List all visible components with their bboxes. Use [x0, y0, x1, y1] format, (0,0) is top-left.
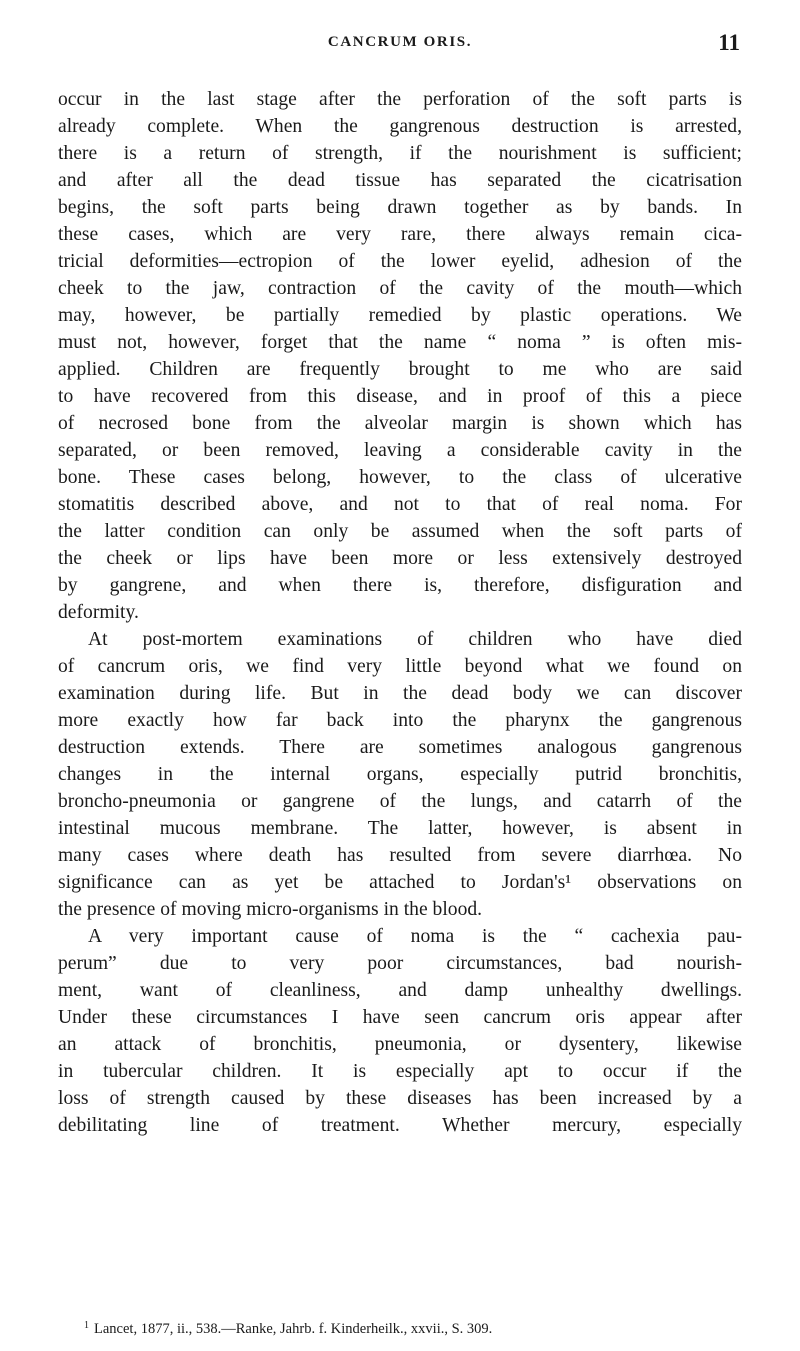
text-line: by gangrene, and when there is, therefore, disfiguration and: [58, 575, 742, 596]
text-line: At post-mortem examinations of children who have died: [88, 629, 742, 650]
text-line: A very important cause of noma is the “ cachexia pau-: [88, 926, 742, 947]
text-line: changes in the internal organs, especially putrid bronchitis,: [58, 764, 742, 785]
text-line: debilitating line of treatment. Whether mercury, especially: [58, 1115, 742, 1136]
text-line: occur in the last stage after the perforation of the soft parts is: [58, 89, 742, 110]
text-line: intestinal mucous membrane. The latter, however, is absent in: [58, 818, 742, 839]
text-line: in tubercular children. It is especially apt to occur if the: [58, 1061, 742, 1082]
text-line: separated, or been removed, leaving a considerable cavity in the: [58, 440, 742, 461]
text-line: bone. These cases belong, however, to the class of ulcerative: [58, 467, 742, 488]
text-line: stomatitis described above, and not to that of real noma. For: [58, 494, 742, 515]
text-line: there is a return of strength, if the nourishment is sufficient;: [58, 143, 742, 164]
text-line: loss of strength caused by these diseases has been increased by a: [58, 1088, 742, 1109]
text-line: significance can as yet be attached to Jordan's¹ observations on: [58, 872, 742, 893]
text-line: of cancrum oris, we find very little beyond what we found on: [58, 656, 742, 677]
text-line: ment, want of cleanliness, and damp unhealthy dwellings.: [58, 980, 742, 1001]
text-line: of necrosed bone from the alveolar margin is shown which has: [58, 413, 742, 434]
text-line: already complete. When the gangrenous destruction is arrested,: [58, 116, 742, 137]
text-line: many cases where death has resulted from severe diarrhœa. No: [58, 845, 742, 866]
footnote: [84, 1320, 734, 1338]
text-line: more exactly how far back into the pharynx the gangrenous: [58, 710, 742, 731]
footnote-text: Lancet, 1877, ii., 538.—Ranke, Jahrb. f. Kinderheilk., xxvii., S. 309.: [94, 1321, 493, 1337]
text-line: cheek to the jaw, contraction of the cavity of the mouth—which: [58, 278, 742, 299]
running-title: CANCRUM ORIS.: [327, 34, 473, 50]
text-line: and after all the dead tissue has separated the cicatrisation: [58, 170, 742, 191]
text-line: Under these circumstances I have seen cancrum oris appear after: [58, 1007, 742, 1028]
text-line: deformity.: [58, 602, 139, 623]
text-line: the latter condition can only be assumed when the soft parts of: [58, 521, 742, 542]
page-number: 11: [718, 30, 740, 55]
text-line: examination during life. But in the dead body we can discover: [58, 683, 742, 704]
text-line: these cases, which are very rare, there always remain cica-: [58, 224, 742, 245]
text-line: may, however, be partially remedied by plastic operations. We: [58, 305, 742, 326]
text-line: the cheek or lips have been more or less extensively destroyed: [58, 548, 742, 569]
text-line: the presence of moving micro-organisms in the blood.: [58, 899, 483, 920]
text-line: must not, however, forget that the name “ noma ” is often mis-: [58, 332, 742, 353]
page-header: [60, 30, 740, 60]
text-line: perum” due to very poor circumstances, bad nourish-: [58, 953, 742, 974]
text-line: an attack of bronchitis, pneumonia, or dysentery, likewise: [58, 1034, 742, 1055]
text-line: tricial deformities—ectropion of the lower eyelid, adhesion of the: [58, 251, 742, 272]
body-text: [58, 86, 742, 1139]
text-line: applied. Children are frequently brought to me who are said: [58, 359, 742, 380]
text-line: broncho-pneumonia or gangrene of the lungs, and catarrh of the: [58, 791, 742, 812]
text-line: to have recovered from this disease, and in proof of this a piece: [58, 386, 742, 407]
text-line: destruction extends. There are sometimes analogous gangrenous: [58, 737, 742, 758]
footnote-mark: 1: [84, 1320, 89, 1331]
text-line: begins, the soft parts being drawn together as by bands. In: [58, 197, 742, 218]
